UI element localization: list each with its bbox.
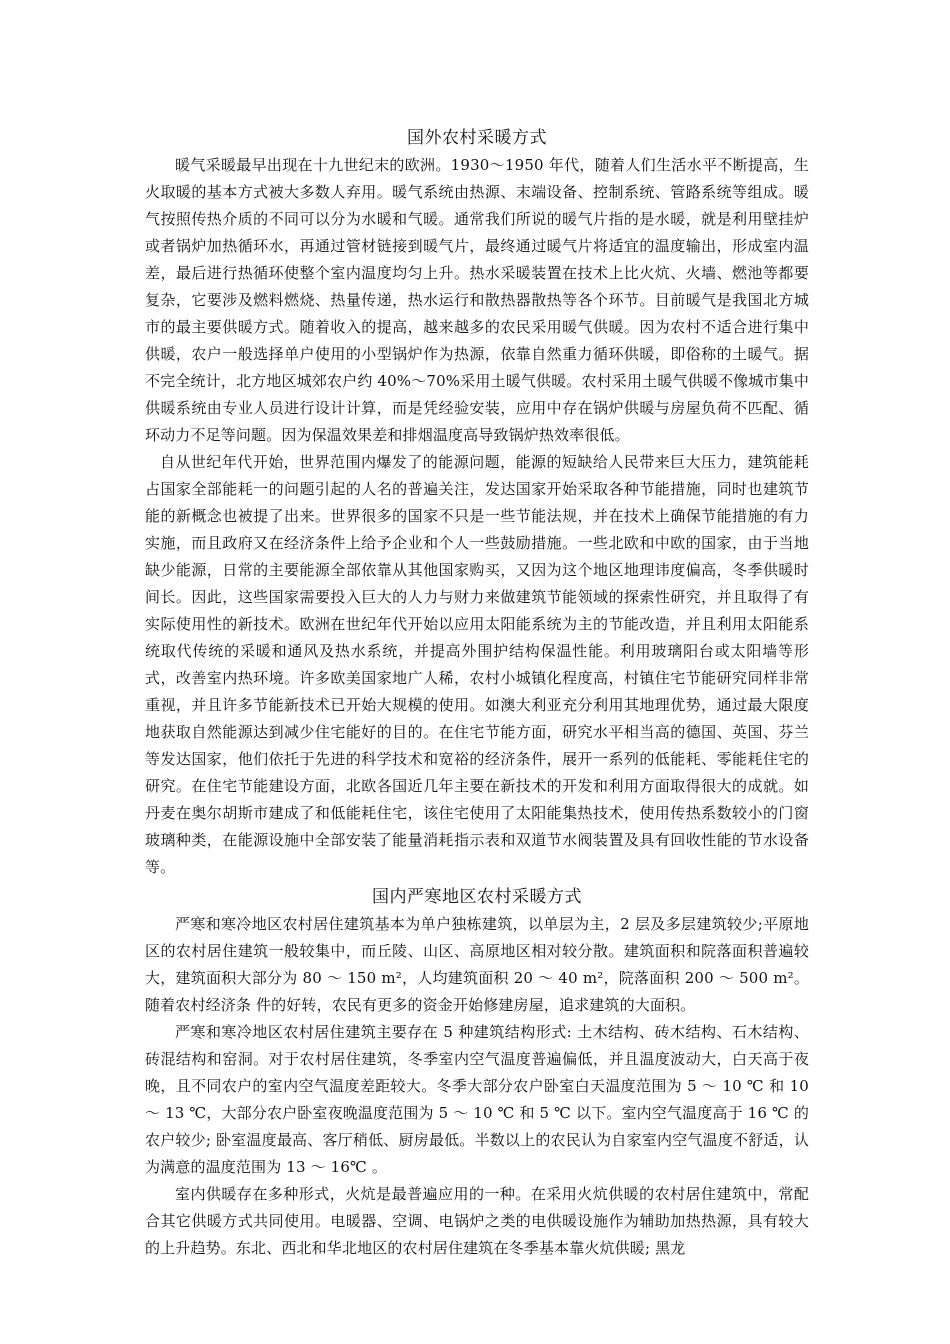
section-heading-domestic: 国内严寒地区农村采暖方式 <box>372 887 582 907</box>
paragraph-energy-saving: 自从世纪年代开始，世界范围内爆发了的能源问题，能源的短缺给人民带来巨大压力，建筑能耗占国家全部能耗一的问题引起的人名的普遍关注，发达国家开始采取各种节能措施，同时也建筑节能的新概念也被提了出来。世界很多的国家不只是一些节能法规，并在技术上确保节能措施的有力实施，而且政府又在经济条件上给予企业和个人一些鼓励措施。一些北欧和中欧的国家，由于当地缺少能源，日常的主要能源全部依靠从其他国家购买，又因为这个地区地理讳度偏高，冬季供暖时间长。因此，这些国家需要投入巨大的人力与财力来做建筑节能领域的探索性研究，并且取得了有实际使用性的新技术。欧洲在世纪年代开始以应用太阳能系统为主的节能改造，并且利用太阳能系统取代传统的采暖和通风及热水系统，并提高外围护结构保温性能。利用玻璃阳台或太阳墙等形式，改善室内热环境。许多欧美国家地广人稀，农村小城镇化程度高，村镇住宅节能研究同样非常重视，并且许多节能新技术已开始大规模的使用。如澳大利亚充分利用其地理优势，通过最大限度地获取自然能源达到减少住宅能好的目的。在住宅节能方面，研究水平相当高的德国、英国、芬兰等发达国家，他们依托于先进的科学技术和宽裕的经济条件，展开一系列的低能耗、零能耗住宅的研究。在住宅节能建设方面，北欧各国近几年主要在新技术的开发和利用方面取得很大的成就。如丹麦在奥尔胡斯市建成了和低能耗住宅，该住宅使用了太阳能集热技术，使用传热系数较小的门窗玻璃种类，在能源设施中全部安装了能量消耗指示表和双道节水阀装置及具有回收性能的节水设备等。 <box>145 453 809 876</box>
paragraph-structure-temperature: 严寒和寒冷地区农村居住建筑主要存在 5 种建筑结构形式: 土木结构、砖木结构、石木结构、砖混结构和窑洞。对于农村居住建筑，冬季室内空气温度普遍偏低，并且温度波动大，白天高于夜晚，且不同农户的室内空气温度差距较大。冬季大部分农户卧室白天温度范围为 5 ～ 10 ℃ 和 10 ～ 13 ℃，大部分农户卧室夜晚温度范围为 5 ～ 10 ℃ 和 5 ℃ 以下。室内空气温度高于 16 ℃ 的农户较少; 卧室温度最高、客厅稍低、厨房最低。半数以上的农民认为自家室内空气温度不舒适，认为满意的温度范围为 13 ～ 16℃ 。 <box>145 1023 809 1176</box>
section-heading-foreign: 国外农村采暖方式 <box>407 128 547 148</box>
paragraph-heating-forms: 室内供暖存在多种形式，火炕是最普遍应用的一种。在采用火炕供暖的农村居住建筑中，常配合其它供暖方式共同使用。电暖器、空调、电锅炉之类的电供暖设施作为辅助加热热源，具有较大的上升趋势。东北、西北和华北地区的农村居住建筑在冬季基本靠火炕供暖; 黑龙 <box>145 1185 809 1257</box>
document-page <box>145 124 809 1262</box>
paragraph-heating-history: 暖气采暖最早出现在十九世纪末的欧洲。1930～1950 年代，随着人们生活水平不断提高，生火取暖的基本方式被大多数人弃用。暖气系统由热源、末端设备、控制系统、管路系统等组成。暖气按照传热介质的不同可以分为水暖和气暖。通常我们所说的暖气片指的是水暖，就是利用壁挂炉或者锅炉加热循环水，再通过管材链接到暖气片，最终通过暖气片将适宜的温度输出，形成室内温差，最后进行热循环使整个室内温度均匀上升。热水采暖装置在技术上比火炕、火墙、燃池等都要复杂，它要涉及燃料燃烧、热量传递，热水运行和散热器散热等各个环节。目前暖气是我国北方城市的最主要供暖方式。随着收入的提高，越来越多的农民采用暖气供暖。因为农村不适合进行集中供暖，农户一般选择单户使用的小型锅炉作为热源，依靠自然重力循环供暖，即俗称的土暖气。据不完全统计，北方地区城郊农户约 40%～70%采用土暖气供暖。农村采用土暖气供暖不像城市集中供暖系统由专业人员进行设计计算，而是凭经验安装，应用中存在锅炉供暖与房屋负荷不匹配、循环动力不足等问题。因为保温效果差和排烟温度高导致锅炉热效率很低。 <box>145 156 809 444</box>
paragraph-rural-buildings: 严寒和寒冷地区农村居住建筑基本为单户独栋建筑，以单层为主，2 层及多层建筑较少;平原地区的农村居住建筑一般较集中，而丘陵、山区、高原地区相对较分散。建筑面积和院落面积普遍较大，建筑面积大部分为 80 ～ 150 m²，人均建筑面积 20 ～ 40 m²，院落面积 200 ～ 500 m²。随着农村经济条 件的好转，农民有更多的资金开始修建房屋，追求建筑的大面积。 <box>145 915 809 1014</box>
